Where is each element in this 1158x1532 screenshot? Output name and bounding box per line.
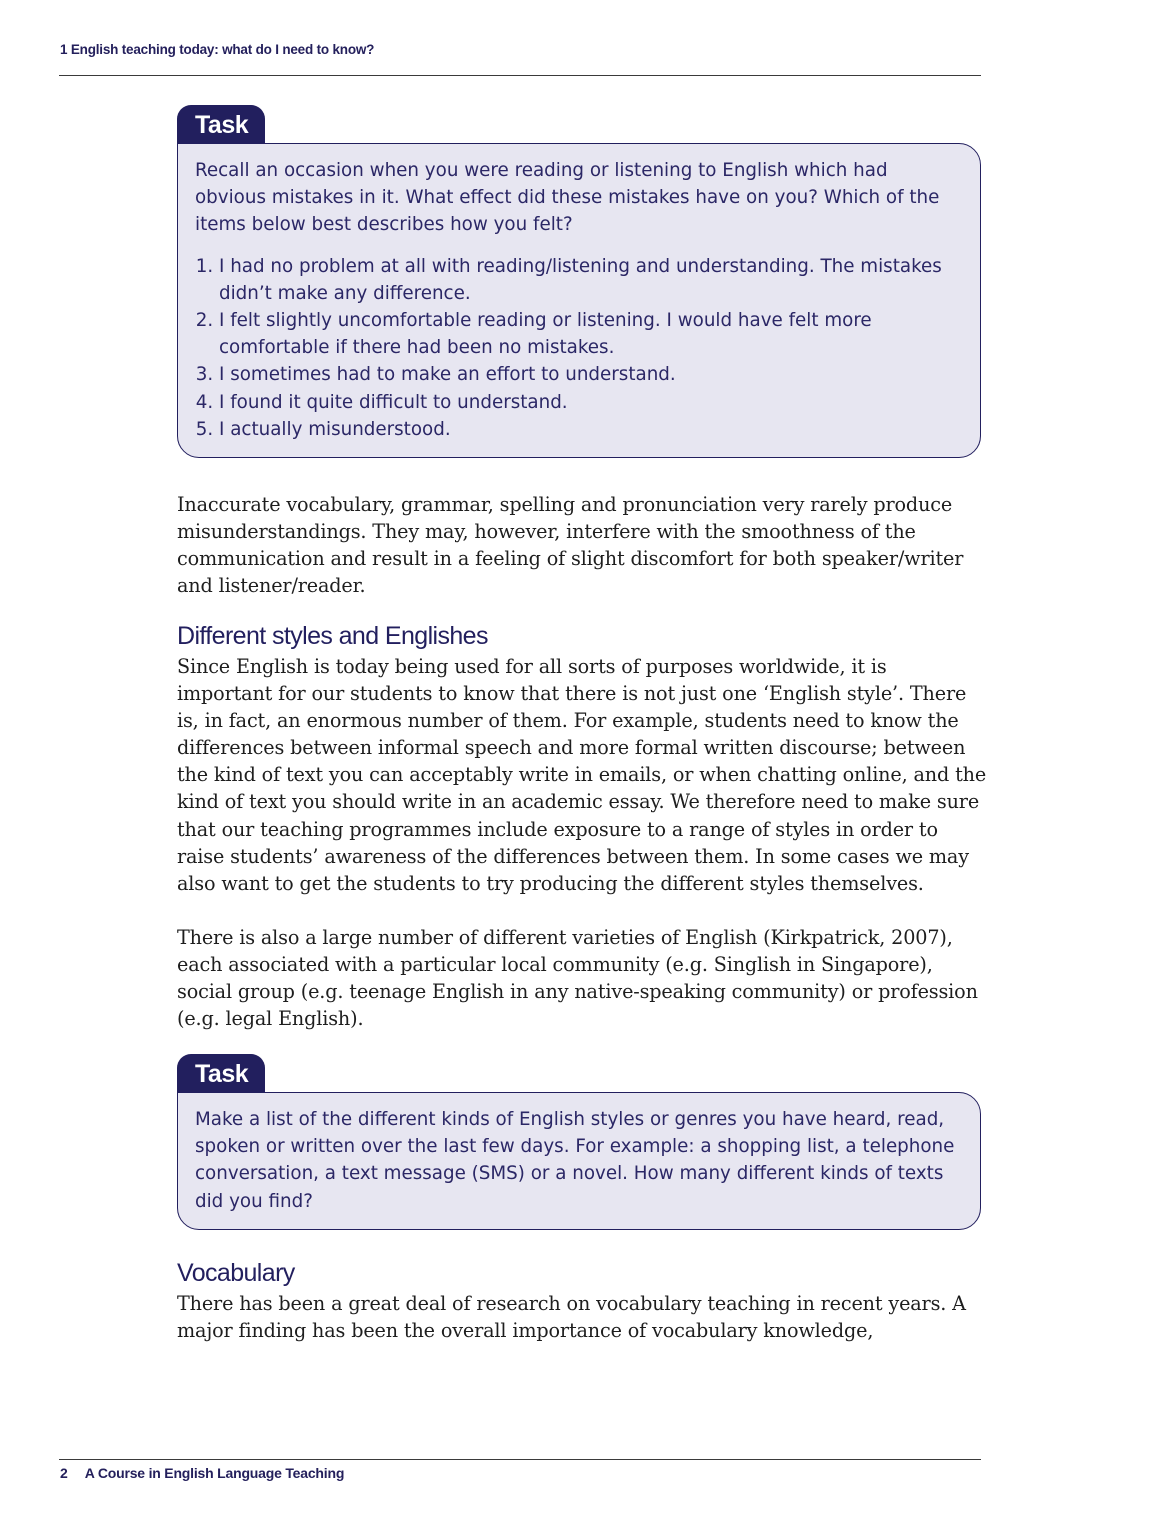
task-option: 4. I found it quite difficult to understand. xyxy=(219,389,962,416)
task-label: Task xyxy=(177,1054,265,1094)
running-head: 1 English teaching today: what do I need to know? xyxy=(60,42,375,57)
section-heading-styles: Different styles and Englishes xyxy=(177,622,488,650)
task-content xyxy=(177,143,981,458)
paragraph-4: There has been a great deal of research on vocabulary teaching in recent years. A major finding has been the overall importance of vocabulary knowledge, xyxy=(177,1292,966,1343)
section-heading-vocabulary: Vocabulary xyxy=(177,1259,295,1287)
task-option: 1. I had no problem at all with reading/listening and understanding. The mistakes didn’t make any difference. xyxy=(219,253,962,307)
task-content xyxy=(177,1092,981,1230)
header-rule xyxy=(59,75,981,76)
paragraph-3: There is also a large number of different varieties of English (Kirkpatrick, 2007), each associated with a particular local community (e.g. Singlish in Singapore), social group (e.g. teenage English in any native-speaking community) or profession (e.g. legal English). xyxy=(177,926,978,1031)
task-option: 5. I actually misunderstood. xyxy=(219,416,962,443)
page-number: 2 xyxy=(60,1465,68,1481)
task-options-list xyxy=(195,253,962,443)
task-option: 2. I felt slightly uncomfortable reading or listening. I would have felt more comfortable if there had been no mistakes. xyxy=(219,307,962,361)
task-intro: Recall an occasion when you were reading or listening to English which had obvious mistakes in it. What effect did these mistakes have on you? Which of the items below best describes how you felt? xyxy=(195,160,940,236)
task-option: 3. I sometimes had to make an effort to understand. xyxy=(219,361,962,388)
book-title: A Course in English Language Teaching xyxy=(84,1465,345,1481)
page-footer xyxy=(60,1465,344,1481)
task-text: Make a list of the different kinds of English styles or genres you have heard, read, spoken or written over the last few days. For example: a shopping list, a telephone conversation, a text message (SMS) or a novel. How many different kinds of texts did you find? xyxy=(195,1109,955,1212)
task-label: Task xyxy=(177,105,265,145)
paragraph-1: Inaccurate vocabulary, grammar, spelling and pronunciation very rarely produce misunderstandings. They may, however, interfere with the smoothness of the communication and result in a feeling of slight discomfort for both speaker/writer and listener/reader. xyxy=(177,493,964,598)
paragraph-2: Since English is today being used for all sorts of purposes worldwide, it is important for our students to know that there is not just one ‘English style’. There is, in fact, an enormous number of them. For example, students need to know the differences between informal speech and more formal written discourse; between the kind of text you can acceptably write in emails, or when chatting online, and the kind of text you should write in an academic essay. We therefore need to make sure that our teaching programmes include exposure to a range of styles in order to raise students’ awareness of the differences between them. In some cases we may also want to get the students to try producing the different styles themselves. xyxy=(177,655,987,895)
footer-rule xyxy=(59,1459,981,1460)
